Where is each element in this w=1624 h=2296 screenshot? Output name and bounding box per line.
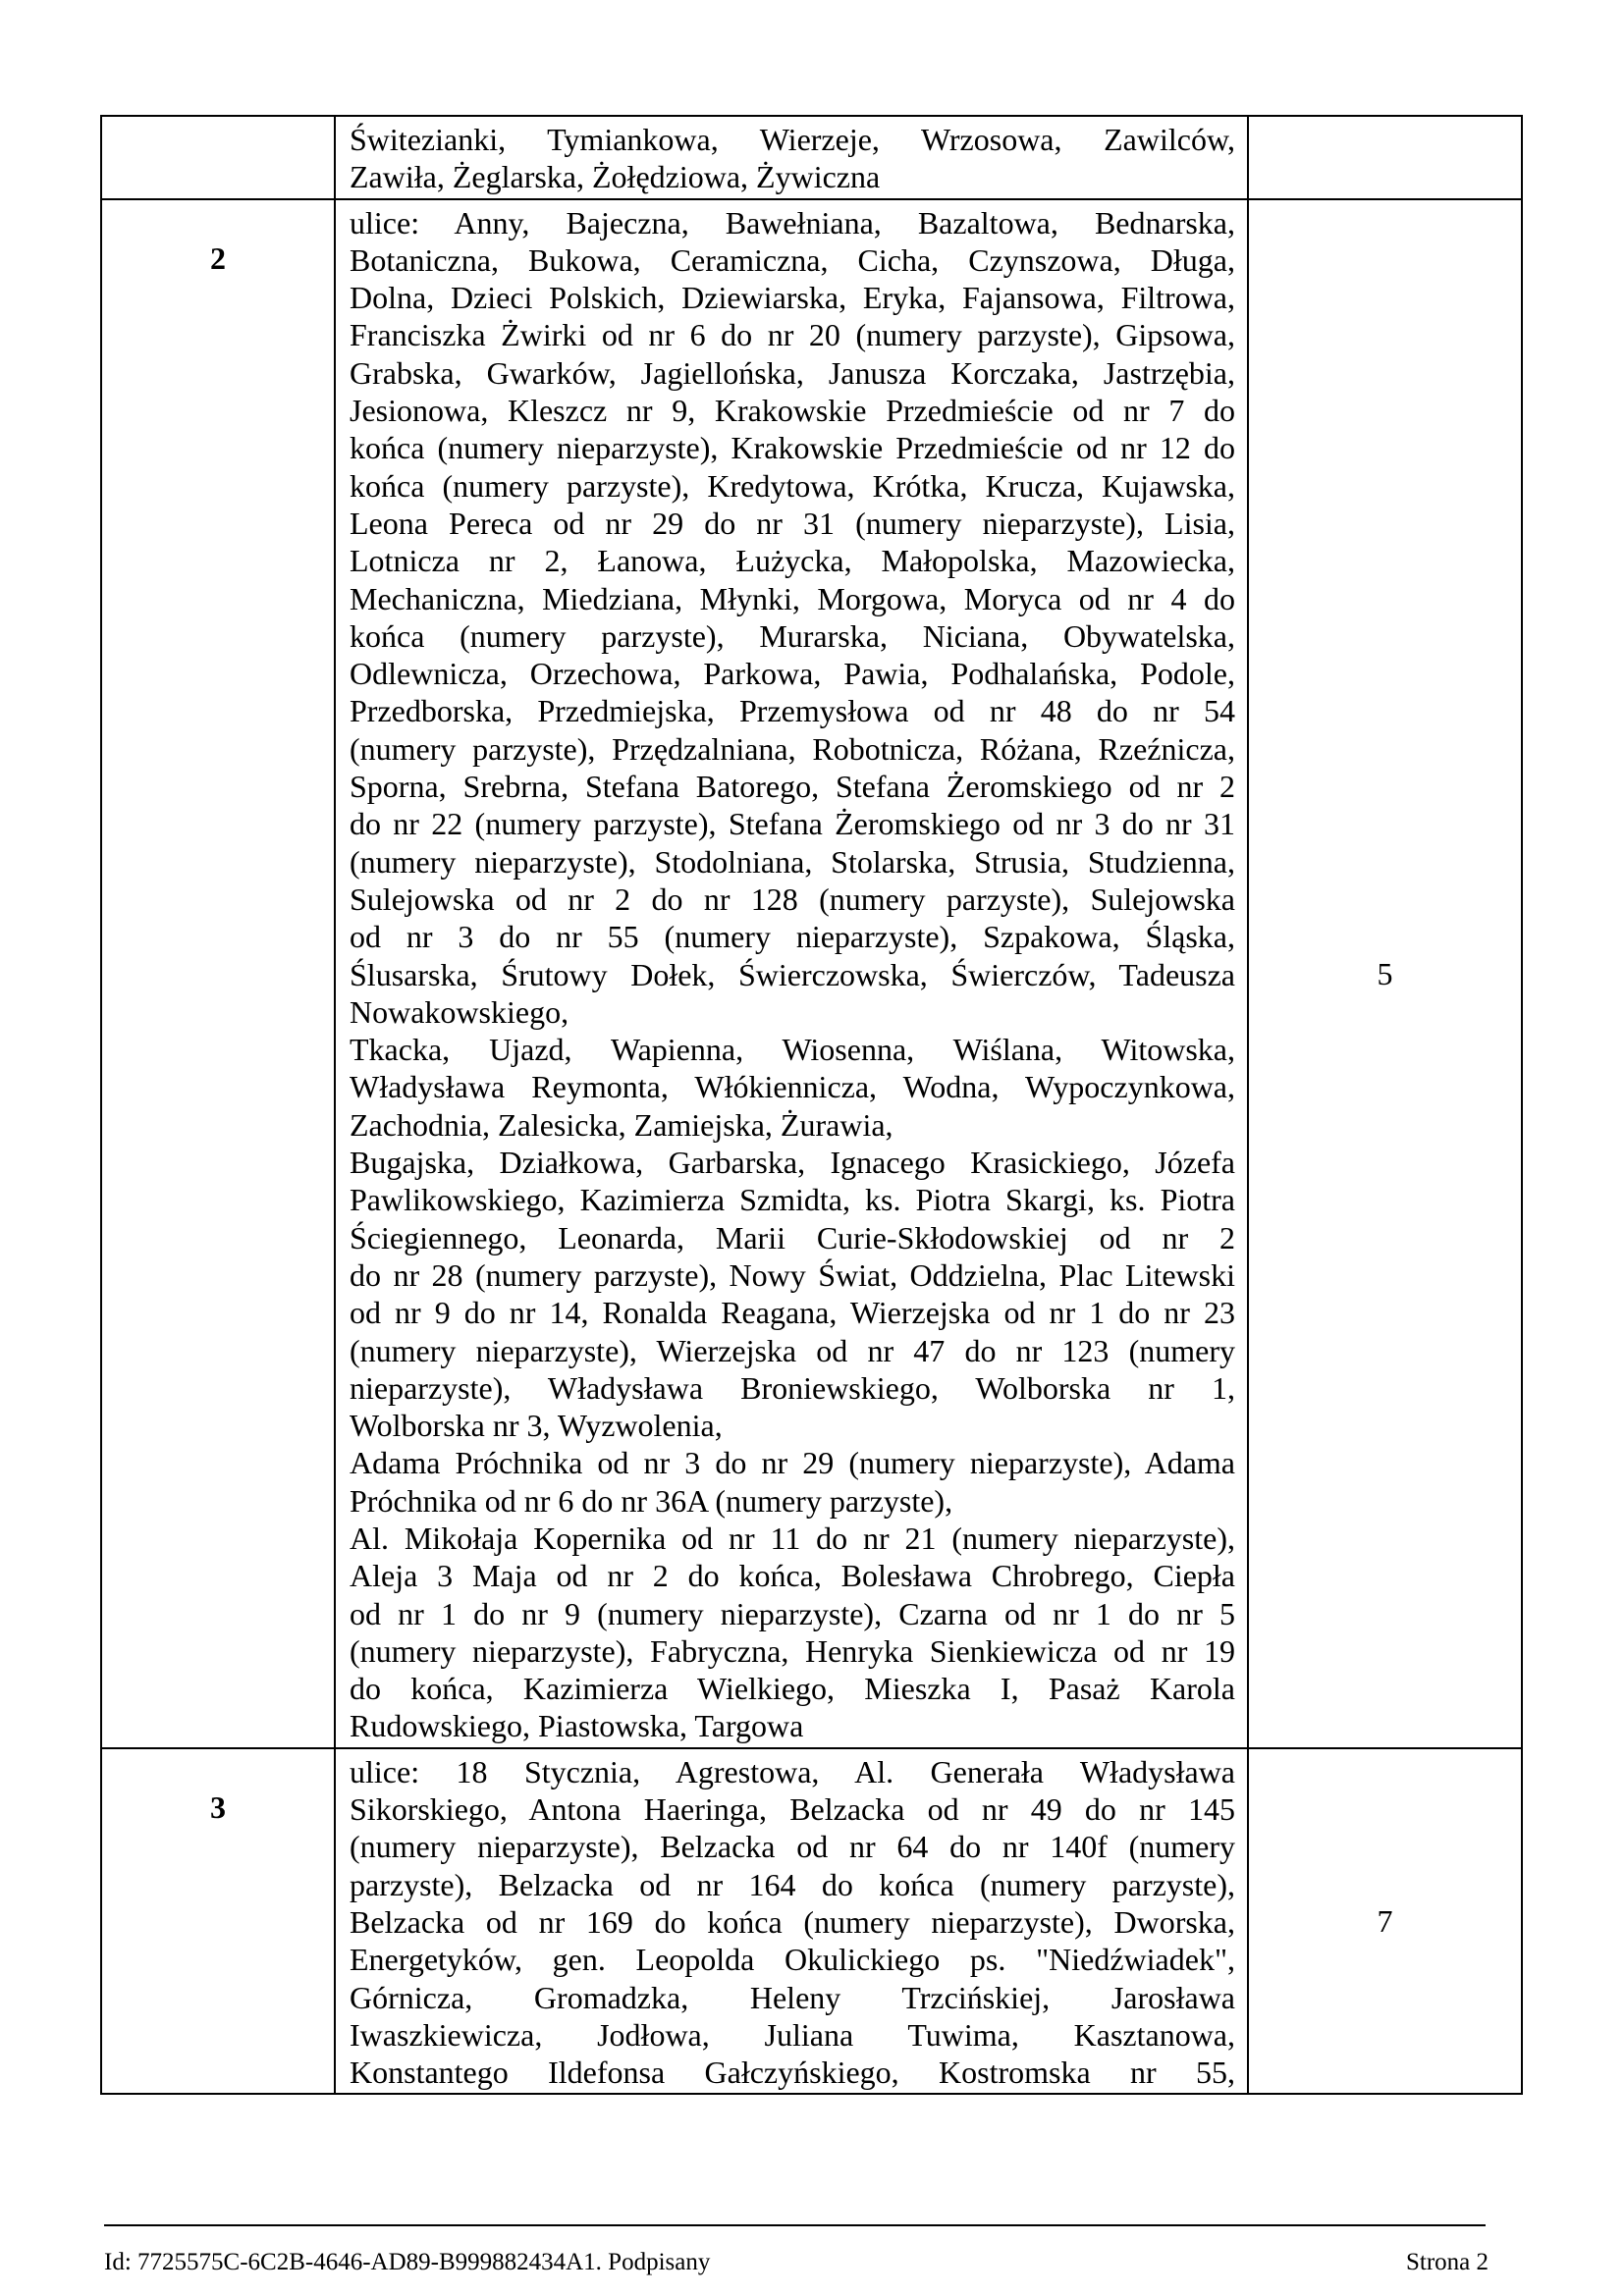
street-list-line: Sulejowska od nr 2 do nr 128 (numery parzyste), Sulejowska — [350, 881, 1235, 917]
mandates-count-cell — [1249, 117, 1521, 198]
street-list-line: Iwaszkiewicza, Jodłowa, Juliana Tuwima, Kasztanowa, — [350, 2016, 1235, 2053]
streets-cell — [334, 117, 1249, 198]
street-list-line: Próchnika od nr 6 do nr 36A (numery parzyste), — [350, 1482, 953, 1519]
street-list-line: Górnicza, Gromadzka, Heleny Trzcińskiej, Jarosława — [350, 1979, 1235, 2015]
street-list-line: Lotnicza nr 2, Łanowa, Łużycka, Małopolska, Mazowiecka, — [350, 543, 1235, 579]
streets-cell — [334, 1749, 1249, 2094]
street-list-line: Jesionowa, Kleszcz nr 9, Krakowskie Przedmieście od nr 7 do — [350, 393, 1235, 429]
mandates-count-cell — [1249, 1749, 1521, 2094]
street-list-line: Konstantego Ildefonsa Gałczyńskiego, Kostromska nr 55, — [350, 2055, 1235, 2091]
street-list-line: (numery nieparzyste), Wierzejska od nr 47 do nr 123 (numery — [350, 1332, 1235, 1368]
street-list-line: (numery nieparzyste), Fabryczna, Henryka Sienkiewicza od nr 19 — [350, 1632, 1235, 1669]
district-number-cell — [102, 1749, 334, 2094]
table-row — [102, 1747, 1521, 2094]
street-list-line: Energetyków, gen. Leopolda Okulickiego ps. "Niedźwiadek", — [350, 1942, 1235, 1978]
street-list-line: Botaniczna, Bukowa, Ceramiczna, Cicha, Czynszowa, Długa, — [350, 241, 1235, 278]
street-list-line: od nr 1 do nr 9 (numery nieparzyste), Czarna od nr 1 do nr 5 — [350, 1595, 1235, 1631]
street-list-line: Dolna, Dzieci Polskich, Dziewiarska, Eryka, Fajansowa, Filtrowa, — [350, 280, 1235, 316]
electoral-districts-table — [100, 115, 1523, 2095]
street-list-line: Odlewnicza, Orzechowa, Parkowa, Pawia, Podhalańska, Podole, — [350, 656, 1235, 692]
table-row — [102, 117, 1521, 198]
street-list-line: Grabska, Gwarków, Jagiellońska, Janusza Korczaka, Jastrzębia, — [350, 354, 1235, 391]
street-list-line: nieparzyste), Władysława Broniewskiego, Wolborska nr 1, — [350, 1369, 1235, 1406]
document-id: Id: 7725575C-6C2B-4646-AD89-B999882434A1. Podpisany — [104, 2249, 711, 2275]
street-list-line: Sporna, Srebrna, Stefana Batorego, Stefana Żeromskiego od nr 2 — [350, 769, 1235, 805]
page-number: Strona 2 — [1405, 2249, 1489, 2275]
page-footer — [104, 2248, 1489, 2277]
district-number: 3 — [210, 1789, 226, 1825]
street-list-line: Zawiła, Żeglarska, Żołędziowa, Żywiczna — [350, 159, 881, 195]
mandates-count: 5 — [1377, 955, 1393, 991]
street-list-line: ulice: Anny, Bajeczna, Bawełniana, Bazaltowa, Bednarska, — [350, 204, 1235, 240]
district-number: 2 — [210, 240, 226, 276]
street-list-line: (numery nieparzyste), Stodolniana, Stolarska, Strusia, Studzienna, — [350, 843, 1235, 880]
street-list-line: Adama Próchnika od nr 3 do nr 29 (numery nieparzyste), Adama — [350, 1445, 1235, 1481]
street-list-line: Ściegiennego, Leonarda, Marii Curie-Skłodowskiej od nr 2 — [350, 1219, 1235, 1255]
street-list-line: Bugajska, Działkowa, Garbarska, Ignacego Krasickiego, Józefa — [350, 1145, 1235, 1181]
mandates-count-cell — [1249, 200, 1521, 1747]
table-row — [102, 198, 1521, 1747]
street-list-line: Świtezianki, Tymiankowa, Wierzeje, Wrzosowa, Zawilców, — [350, 122, 1235, 157]
street-list-line: Belzacka od nr 169 do końca (numery nieparzyste), Dworska, — [350, 1903, 1235, 1940]
district-number-cell — [102, 117, 334, 198]
street-list-line: Władysława Reymonta, Włókiennicza, Wodna, Wypoczynkowa, — [350, 1069, 1235, 1105]
street-list-line: Rudowskiego, Piastowska, Targowa — [350, 1708, 804, 1744]
street-list-line: Sikorskiego, Antona Haeringa, Belzacka od nr 49 do nr 145 — [350, 1791, 1235, 1828]
street-list-line: do nr 28 (numery parzyste), Nowy Świat, Oddzielna, Plac Litewski — [350, 1256, 1235, 1293]
street-list-line: Franciszka Żwirki od nr 6 do nr 20 (numery parzyste), Gipsowa, — [350, 317, 1235, 353]
street-list-line: (numery parzyste), Przędzalniana, Robotnicza, Różana, Rzeźnicza, — [350, 730, 1235, 767]
street-list-line: Przedborska, Przedmiejska, Przemysłowa od nr 48 do nr 54 — [350, 693, 1235, 729]
district-number-cell — [102, 200, 334, 1747]
street-list-line: Wolborska nr 3, Wyzwolenia, — [350, 1408, 723, 1444]
streets-cell — [334, 200, 1249, 1747]
street-list-line: Pawlikowskiego, Kazimierza Szmidta, ks. Piotra Skargi, ks. Piotra — [350, 1182, 1235, 1218]
street-list-line: do końca, Kazimierza Wielkiego, Mieszka I, Pasaż Karola — [350, 1671, 1235, 1707]
mandates-count: 7 — [1377, 1903, 1393, 1940]
street-list-line: od nr 3 do nr 55 (numery nieparzyste), Szpakowa, Śląska, — [350, 919, 1235, 955]
street-list-line: końca (numery parzyste), Kredytowa, Krótka, Krucza, Kujawska, — [350, 467, 1235, 504]
street-list-line: do nr 22 (numery parzyste), Stefana Żeromskiego od nr 3 do nr 31 — [350, 806, 1235, 842]
street-list-line: Mechaniczna, Miedziana, Młynki, Morgowa, Moryca od nr 4 do — [350, 580, 1235, 616]
street-list-line: Ślusarska, Śrutowy Dołek, Świerczowska, Świerczów, Tadeusza — [350, 956, 1235, 992]
street-list-line: Al. Mikołaja Kopernika od nr 11 do nr 21 (numery nieparzyste), — [350, 1520, 1235, 1556]
street-list-line: (numery nieparzyste), Belzacka od nr 64 do nr 140f (numery — [350, 1829, 1235, 1865]
footer-rule — [104, 2224, 1486, 2226]
street-list-line: Nowakowskiego, — [350, 993, 569, 1030]
street-list-line: od nr 9 do nr 14, Ronalda Reagana, Wierzejska od nr 1 do nr 23 — [350, 1295, 1235, 1331]
street-list-line: końca (numery nieparzyste), Krakowskie Przedmieście od nr 12 do — [350, 430, 1235, 466]
street-list-line: Aleja 3 Maja od nr 2 do końca, Bolesława Chrobrego, Ciepła — [350, 1558, 1235, 1594]
street-list-line: ulice: 18 Stycznia, Agrestowa, Al. Generała Władysława — [350, 1753, 1235, 1789]
street-list-line: końca (numery parzyste), Murarska, Niciana, Obywatelska, — [350, 617, 1235, 654]
street-list-line: Zachodnia, Zalesicka, Zamiejska, Żurawia, — [350, 1106, 893, 1143]
street-list-line: Tkacka, Ujazd, Wapienna, Wiosenna, Wiślana, Witowska, — [350, 1032, 1235, 1068]
street-list-line: parzyste), Belzacka od nr 164 do końca (numery parzyste), — [350, 1866, 1235, 1902]
street-list-line: Leona Pereca od nr 29 do nr 31 (numery nieparzyste), Lisia, — [350, 505, 1235, 541]
